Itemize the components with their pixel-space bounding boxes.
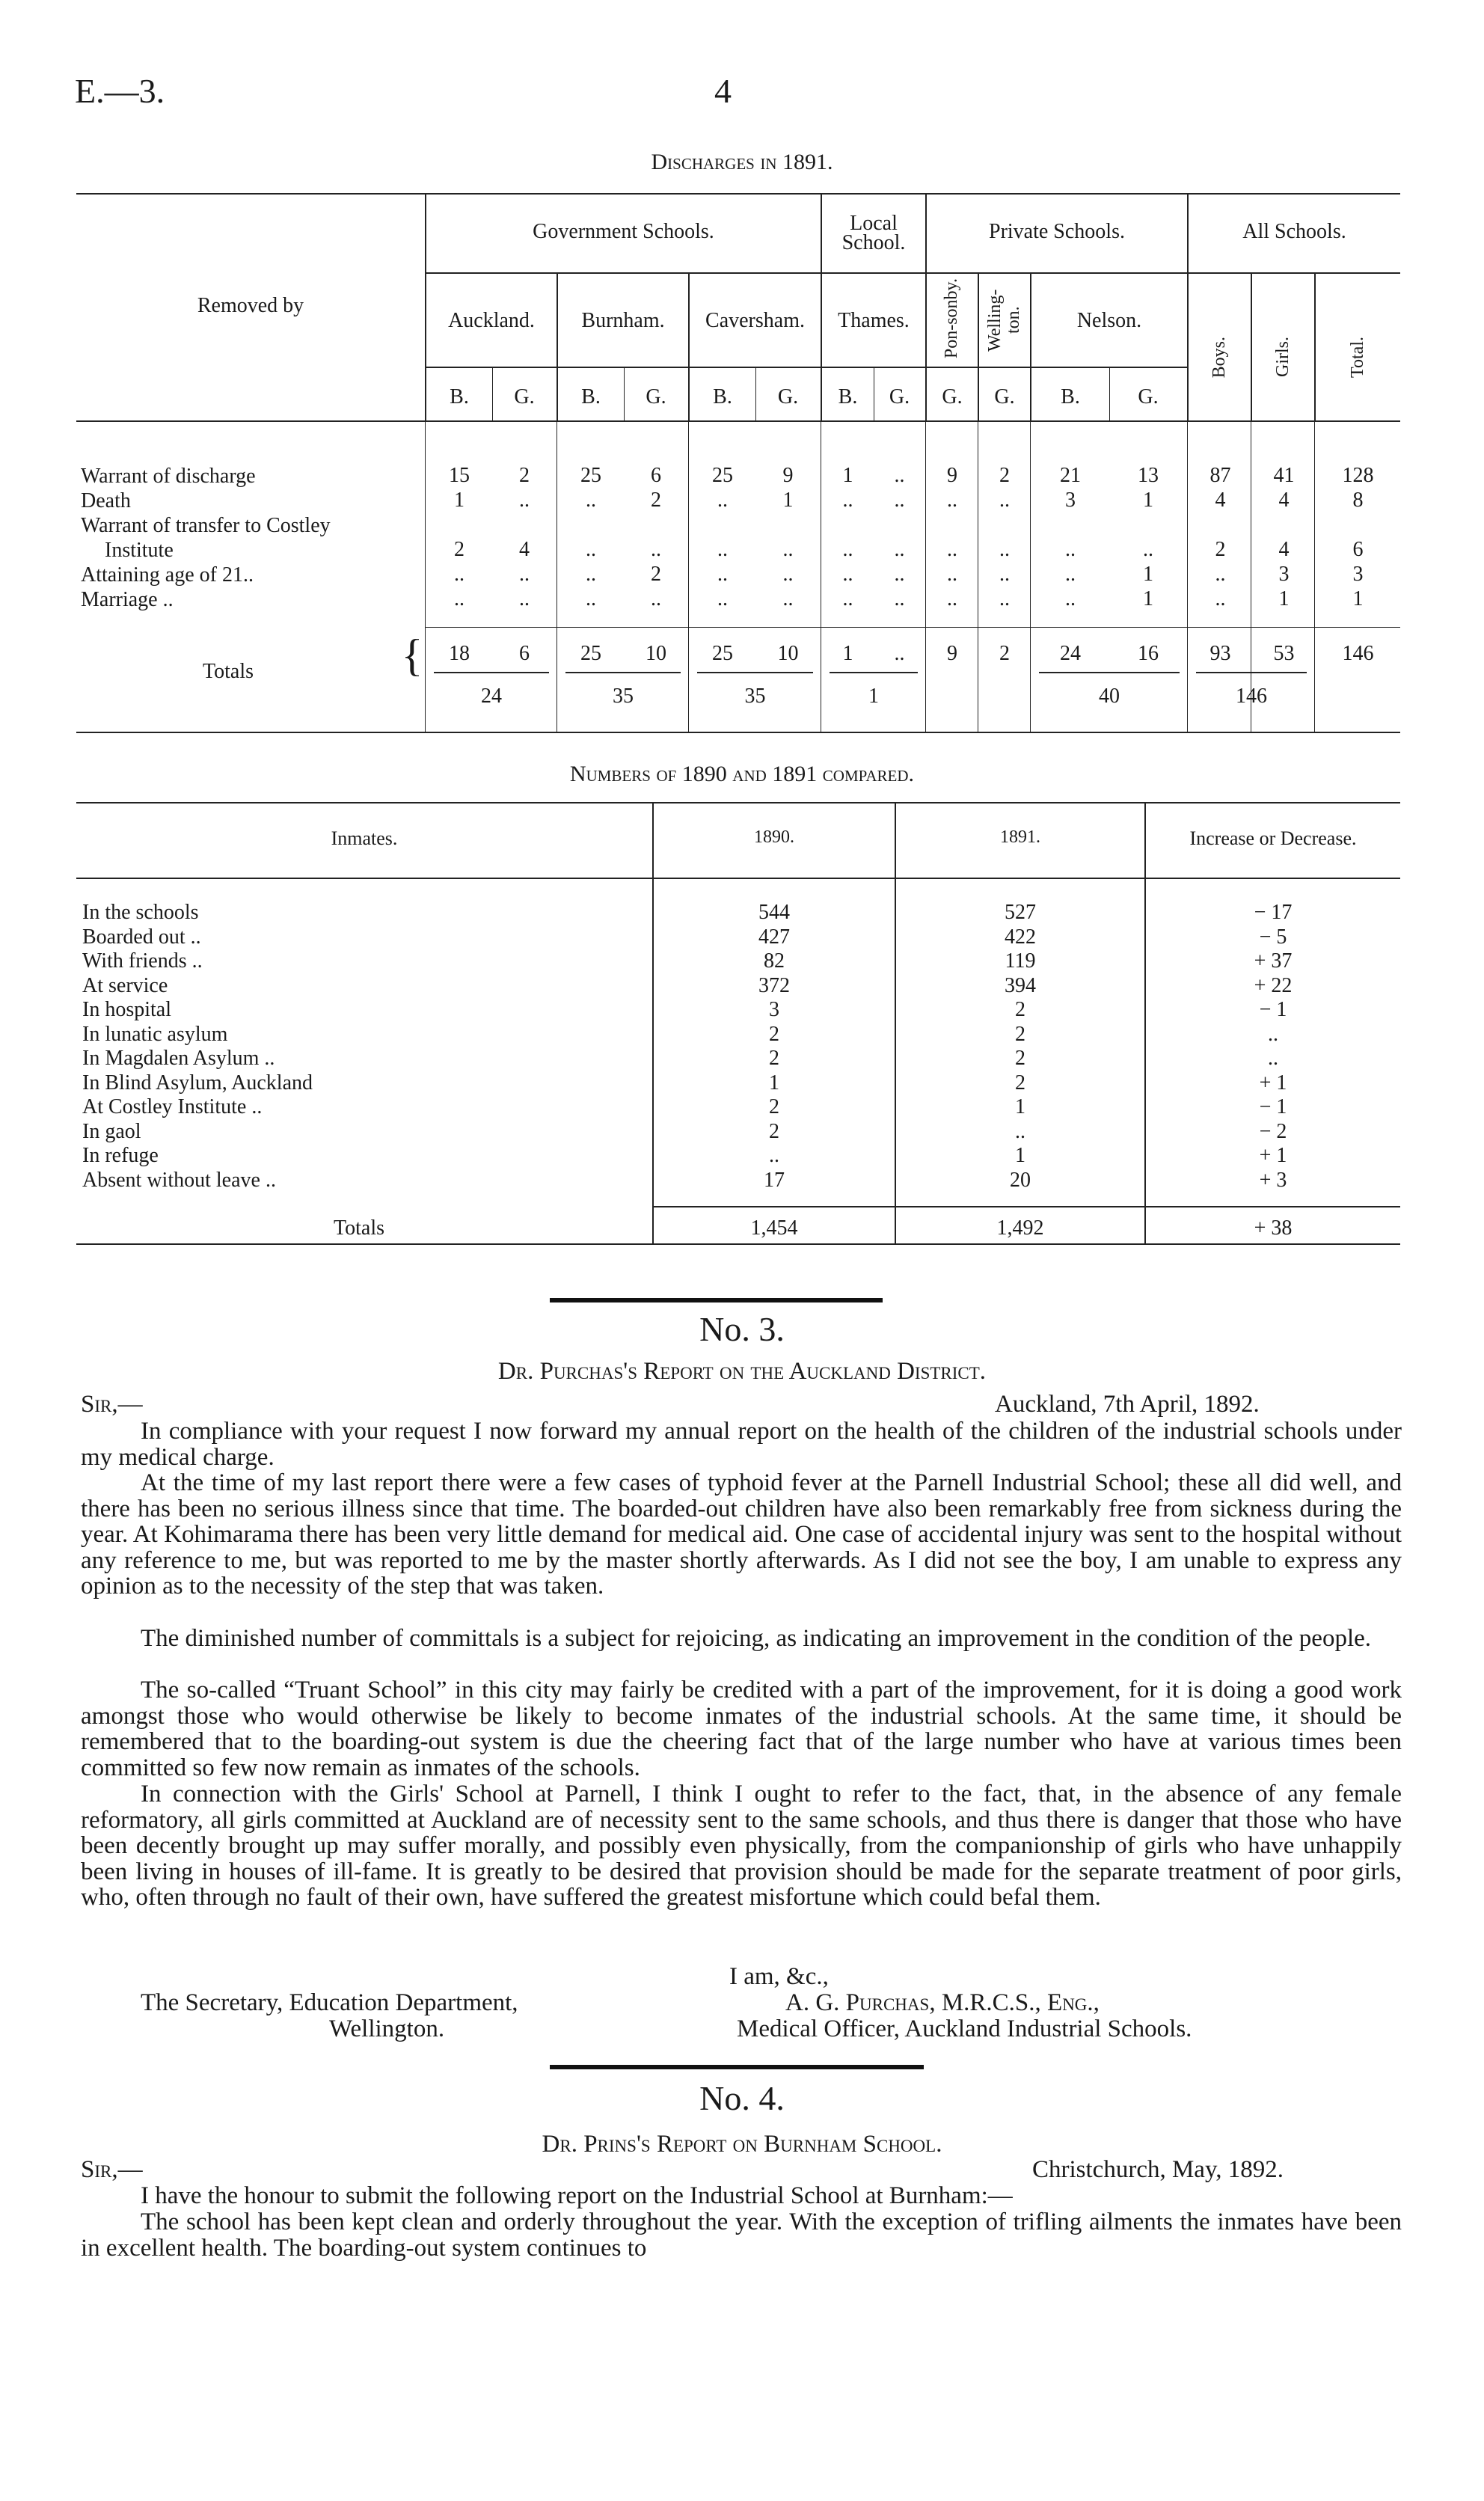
value-1891-8: 2 [1015, 1071, 1025, 1095]
cell-r5-c10: .. [999, 563, 1010, 586]
compare-1890-col [654, 901, 895, 1193]
cell-r5-c3: .. [586, 563, 596, 586]
combined-total-5: 40 [1099, 685, 1120, 708]
compare-header-1891: 1891. [1000, 827, 1040, 847]
school-auckland: Auckland. [448, 309, 535, 332]
cell-r2-c9: .. [947, 489, 957, 512]
inmate-label-4: At service [82, 973, 168, 997]
sub-header-6: G. [777, 385, 799, 408]
compare-totals-label: Totals [333, 1216, 385, 1240]
cell-r4-c12: .. [1143, 538, 1153, 561]
cell-r6-c13: .. [1215, 587, 1226, 610]
cell-r4-c13: 2 [1215, 538, 1226, 561]
row-label-transfer: Warrant of transfer to Costley [81, 514, 331, 537]
cell-r2-c6: 1 [782, 489, 794, 512]
divider [925, 422, 926, 732]
divider [76, 878, 1400, 879]
report3-place-date: Auckland, 7th April, 1892. [995, 1391, 1260, 1418]
removed-by-heading: Removed by [197, 294, 304, 317]
divider [425, 422, 426, 732]
total-c12: 16 [1138, 642, 1159, 665]
inmate-label-11: In refuge [82, 1144, 159, 1167]
report3-closing: I am, &c., [729, 1963, 829, 1990]
cell-r5-c12: 1 [1143, 563, 1153, 586]
row-label-age21: Attaining age of 21.. [81, 563, 254, 587]
total-c9: 9 [947, 642, 957, 665]
report3-paragraph-4: The so-called “Truant School” in this city may fairly be credited with a part of the improvement, for it is doing a good work amongst those who would otherwise be likely to become inmates of the industrial schools. At the same time, it should be remembered that to the boarding-out system is due the cheering fact that of the large number who have at various times been committed so few now remain as inmates of the schools. [81, 1677, 1402, 1781]
group-private: Private Schools. [989, 220, 1125, 243]
total-c10: 2 [999, 642, 1010, 665]
section-divider [550, 1298, 883, 1302]
cell-r5-c14: 3 [1278, 563, 1290, 586]
report4-paragraph-1: I have the honour to submit the following report on the Industrial School at Burnham:— [141, 2182, 1013, 2209]
inmate-label-6: In lunatic asylum [82, 1022, 228, 1046]
group-all: All Schools. [1242, 220, 1346, 243]
value-1891-6: 2 [1015, 1022, 1025, 1046]
change-8: + 1 [1259, 1071, 1287, 1095]
cell-r2-c7: .. [842, 489, 853, 512]
cell-r1-c4: 6 [651, 464, 661, 487]
cell-r6-c1: .. [454, 587, 464, 610]
report3-paragraph-5: In connection with the Girls' School at Parnell, I think I ought to refer to the fact, that, in the absence of any female reformatory, all girls committed at Auckland are of necessity sent to the same schools, and thus there is danger that those who have been decently brought up may suffer morally, and possibly even physically, from the companionship of girls who have unhappily been living in houses of ill-fame. It is greatly to be desired that provision should be made for the separate treatment of poor girls, who, often through no fault of their own, have suffered the greatest misfortune which could befal them. [81, 1781, 1402, 1911]
value-1891-7: 2 [1015, 1047, 1025, 1070]
report3-number: No. 3. [699, 1310, 785, 1348]
school-burnham: Burnham. [581, 309, 665, 332]
change-12: + 3 [1259, 1168, 1287, 1192]
combined-total-6: 146 [1236, 685, 1267, 708]
cell-r4-c4: .. [651, 538, 661, 561]
brace-line [434, 672, 549, 673]
change-6: .. [1268, 1022, 1278, 1046]
cell-r4-c8: .. [894, 538, 905, 561]
cell-r4-c3: .. [586, 538, 596, 561]
cell-r6-c11: .. [1065, 587, 1076, 610]
value-1890-3: 82 [764, 949, 785, 973]
row-label-death: Death [81, 489, 131, 512]
brace-line [697, 672, 813, 673]
change-3: + 37 [1254, 949, 1293, 973]
report4-number: No. 4. [699, 2079, 785, 2117]
divider [556, 422, 557, 732]
cell-r2-c10: .. [999, 489, 1010, 512]
report4-salutation: Sir,— [81, 2156, 143, 2183]
value-1891-11: 1 [1015, 1144, 1025, 1167]
value-1891-10: .. [1015, 1119, 1025, 1143]
compare-total-change: + 38 [1254, 1216, 1293, 1240]
divider [425, 272, 1400, 274]
combined-total-3: 35 [744, 685, 766, 708]
total-c6: 10 [777, 642, 799, 665]
school-caversham: Caversham. [705, 309, 805, 332]
value-1891-2: 422 [1005, 925, 1036, 949]
table-bottom-rule [76, 732, 1400, 733]
sub-header-11: B. [1061, 385, 1080, 408]
report3-signature: A. G. Purchas, M.R.C.S., Eng., [785, 1989, 1100, 2016]
cell-r4-c14: 4 [1278, 538, 1290, 561]
sub-header-10: G. [994, 385, 1015, 408]
total-c15: 146 [1342, 642, 1374, 665]
row-label-institute: Institute [105, 539, 174, 562]
cell-r1-c12: 13 [1138, 464, 1159, 487]
cell-r4-c10: .. [999, 538, 1010, 561]
cell-r2-c8: .. [894, 489, 905, 512]
section-divider [550, 2065, 924, 2069]
compare-1891-col [896, 901, 1144, 1193]
report3-paragraph-3: The diminished number of committals is a subject for rejoicing, as indicating an improvement in the condition of the people. [141, 1625, 1372, 1652]
total-c14: 53 [1273, 642, 1295, 665]
inmate-label-7: In Magdalen Asylum .. [82, 1047, 275, 1070]
report3-paragraph-1: In compliance with your request I now forward my annual report on the health of the children of the industrial schools under my medical charge. [81, 1418, 1402, 1471]
sub-header-12: G. [1138, 385, 1159, 408]
divider [76, 420, 1400, 422]
row-labels [81, 464, 425, 612]
brace-line [1039, 672, 1180, 673]
value-1890-8: 1 [769, 1071, 779, 1095]
group-government: Government Schools. [533, 220, 714, 243]
divider [688, 422, 689, 732]
report3-addressee-1: The Secretary, Education Department, [141, 1989, 518, 2016]
cell-r1-c9: 9 [947, 464, 957, 487]
sub-header-7: B. [838, 385, 858, 408]
cell-r6-c8: .. [894, 587, 905, 610]
compare-change-col [1146, 901, 1400, 1193]
compare-total-1890: 1,454 [750, 1216, 798, 1240]
inmate-label-2: Boarded out .. [82, 925, 201, 949]
report3-salutation: Sir,— [81, 1391, 143, 1418]
value-1890-2: 427 [758, 925, 790, 949]
value-1890-11: .. [769, 1144, 779, 1167]
brace-line [565, 672, 681, 673]
total-c1: 18 [449, 642, 470, 665]
page-reference: E.—3. [75, 72, 165, 110]
compare-bottom-rule [76, 1243, 1400, 1245]
school-wellington: Welling-ton. [984, 289, 1023, 352]
school-thames: Thames. [838, 309, 910, 332]
compare-labels [82, 901, 651, 1193]
value-1891-12: 20 [1010, 1168, 1031, 1192]
sub-header-4: G. [646, 385, 666, 408]
cell-r1-c5: 25 [712, 464, 733, 487]
value-1890-7: 2 [769, 1047, 779, 1070]
change-7: .. [1268, 1047, 1278, 1070]
cell-r4-c5: .. [717, 538, 728, 561]
cell-r1-c1: 15 [449, 464, 470, 487]
group-local: Local School. [841, 212, 906, 254]
report3-addressee-2: Wellington. [329, 2015, 445, 2042]
combined-total-4: 1 [868, 685, 879, 708]
cell-r5-c6: .. [782, 563, 794, 586]
cell-r2-c14: 4 [1278, 489, 1290, 512]
brace-icon: { [401, 631, 423, 680]
compare-header-inmates: Inmates. [331, 827, 398, 849]
value-1890-9: 2 [769, 1095, 779, 1118]
cell-r6-c12: 1 [1143, 587, 1153, 610]
cell-r5-c8: .. [894, 563, 905, 586]
value-1890-12: 17 [764, 1168, 785, 1192]
change-2: − 5 [1259, 925, 1287, 949]
total-c13: 93 [1209, 642, 1231, 665]
divider [652, 1206, 1400, 1207]
cell-r1-c10: 2 [999, 464, 1010, 487]
total-c8: .. [894, 642, 905, 665]
inmate-label-8: In Blind Asylum, Auckland [82, 1071, 313, 1095]
divider [425, 367, 1188, 368]
brace-line [830, 672, 918, 673]
change-11: + 1 [1259, 1144, 1287, 1167]
page-number: 4 [714, 72, 732, 110]
cell-r2-c2: .. [519, 489, 530, 512]
cell-r5-c9: .. [947, 563, 957, 586]
inmate-label-10: In gaol [82, 1119, 141, 1143]
cell-r2-c1: 1 [454, 489, 464, 512]
cell-r6-c15: 1 [1352, 587, 1364, 610]
cell-r5-c13: .. [1215, 563, 1226, 586]
cell-r1-c15: 128 [1342, 464, 1374, 487]
value-1891-3: 119 [1005, 949, 1036, 973]
cell-r6-c4: .. [651, 587, 661, 610]
value-1890-5: 3 [769, 998, 779, 1021]
col-total: Total. [1347, 337, 1367, 378]
row-label-marriage: Marriage .. [81, 588, 174, 611]
divider [1030, 422, 1031, 732]
change-5: − 1 [1259, 998, 1287, 1021]
cell-r4-c9: .. [947, 538, 957, 561]
cell-r4-c11: .. [1065, 538, 1076, 561]
total-c11: 24 [1060, 642, 1081, 665]
compare-title: Numbers of 1890 and 1891 compared. [569, 762, 915, 786]
report3-title: Dr. Purchas's Report on the Auckland District. [497, 1358, 987, 1385]
col-girls: Girls. [1272, 337, 1293, 377]
cell-r2-c3: .. [586, 489, 596, 512]
cell-r4-c7: .. [842, 538, 853, 561]
report4-paragraph-2: The school has been kept clean and orderly throughout the year. With the exception of trifling ailments the inmates have been in excellent health. The boarding-out system continues to [81, 2208, 1402, 2262]
sub-header-2: G. [514, 385, 535, 408]
cell-r2-c11: 3 [1065, 489, 1076, 512]
cell-r1-c2: 2 [519, 464, 530, 487]
total-c5: 25 [712, 642, 733, 665]
cell-r5-c7: .. [842, 563, 853, 586]
cell-r5-c11: .. [1065, 563, 1076, 586]
sub-header-5: B. [713, 385, 732, 408]
value-1891-5: 2 [1015, 998, 1025, 1021]
cell-r5-c15: 3 [1352, 563, 1364, 586]
compare-top-rule [76, 802, 1400, 803]
compare-header-1890: 1890. [754, 827, 794, 847]
cell-r6-c10: .. [999, 587, 1010, 610]
table-top-rule [76, 193, 1400, 195]
report4-place-date: Christchurch, May, 1892. [1032, 2156, 1284, 2183]
cell-r2-c12: 1 [1143, 489, 1153, 512]
cell-r6-c5: .. [717, 587, 728, 610]
total-c3: 25 [580, 642, 601, 665]
cell-r1-c3: 25 [580, 464, 601, 487]
report4-title: Dr. Prins's Report on Burnham School. [542, 2131, 942, 2158]
cell-r4-c1: 2 [454, 538, 464, 561]
sub-header-3: B. [581, 385, 601, 408]
change-1: − 17 [1254, 901, 1293, 924]
inmate-label-1: In the schools [82, 901, 199, 924]
value-1891-4: 394 [1005, 973, 1036, 997]
cell-r2-c5: .. [717, 489, 728, 512]
cell-r6-c9: .. [947, 587, 957, 610]
cell-r6-c3: .. [586, 587, 596, 610]
discharges-title: Discharges in 1891. [651, 150, 833, 174]
inmate-label-5: In hospital [82, 998, 171, 1021]
report3-paragraph-2: At the time of my last report there were a few cases of typhoid fever at the Parnell Industrial School; these all did well, and there has been no serious illness since that time. The boarded-out children have also been remarkably free from sickness during the year. At Kohimarama there has been very little demand for medical aid. One case of accidental injury was sent to the hospital without any reference to me, but was reported to me by the master shortly afterwards. As I did not see the boy, I am unable to express any opinion as to the necessity of the step that was taken. [81, 1469, 1402, 1600]
cell-r2-c15: 8 [1352, 489, 1364, 512]
change-10: − 2 [1259, 1119, 1287, 1143]
combined-total-2: 35 [613, 685, 634, 708]
cell-r1-c6: 9 [782, 464, 794, 487]
cell-r6-c2: .. [519, 587, 530, 610]
inmate-label-12: Absent without leave .. [82, 1168, 276, 1192]
change-9: − 1 [1259, 1095, 1287, 1118]
divider [425, 627, 1400, 628]
value-1891-1: 527 [1005, 901, 1036, 924]
cell-r4-c6: .. [782, 538, 794, 561]
value-1890-6: 2 [769, 1022, 779, 1046]
discharges-totals-label: Totals [202, 660, 254, 683]
cell-r6-c14: 1 [1278, 587, 1290, 610]
row-label-warrant: Warrant of discharge [81, 465, 256, 488]
inmate-label-3: With friends .. [82, 949, 203, 973]
total-c2: 6 [519, 642, 530, 665]
cell-r1-c14: 41 [1273, 464, 1295, 487]
cell-r6-c6: .. [782, 587, 794, 610]
cell-r2-c4: 2 [651, 489, 661, 512]
change-4: + 22 [1254, 973, 1293, 997]
report3-signature-title: Medical Officer, Auckland Industrial Schools. [737, 2015, 1192, 2042]
cell-r5-c4: 2 [651, 563, 661, 586]
value-1891-9: 1 [1015, 1095, 1025, 1118]
cell-r5-c1: .. [454, 563, 464, 586]
inmate-label-9: At Costley Institute .. [82, 1095, 263, 1118]
value-1890-1: 544 [758, 901, 790, 924]
cell-r2-c13: 4 [1215, 489, 1226, 512]
cell-r1-c7: 1 [842, 464, 853, 487]
compare-header-change: Increase or Decrease. [1189, 827, 1357, 849]
total-c4: 10 [646, 642, 666, 665]
cell-r5-c2: .. [519, 563, 530, 586]
divider [1187, 422, 1188, 732]
cell-r1-c8: .. [894, 464, 905, 487]
school-ponsonby: Pon-sonby. [942, 278, 962, 359]
value-1890-10: 2 [769, 1119, 779, 1143]
col-boys: Boys. [1209, 337, 1229, 379]
compare-total-1891: 1,492 [996, 1216, 1044, 1240]
combined-total-1: 24 [481, 685, 502, 708]
cell-r1-c11: 21 [1060, 464, 1081, 487]
cell-r5-c5: .. [717, 563, 728, 586]
cell-r6-c7: .. [842, 587, 853, 610]
total-c7: 1 [842, 642, 853, 665]
sub-header-9: G. [942, 385, 963, 408]
cell-r4-c15: 6 [1352, 538, 1364, 561]
value-1890-4: 372 [758, 973, 790, 997]
brace-line [1196, 672, 1307, 673]
cell-r4-c2: 4 [519, 538, 530, 561]
cell-r1-c13: 87 [1209, 464, 1231, 487]
sub-header-8: G. [889, 385, 910, 408]
school-nelson: Nelson. [1076, 309, 1142, 332]
sub-header-1: B. [450, 385, 469, 408]
